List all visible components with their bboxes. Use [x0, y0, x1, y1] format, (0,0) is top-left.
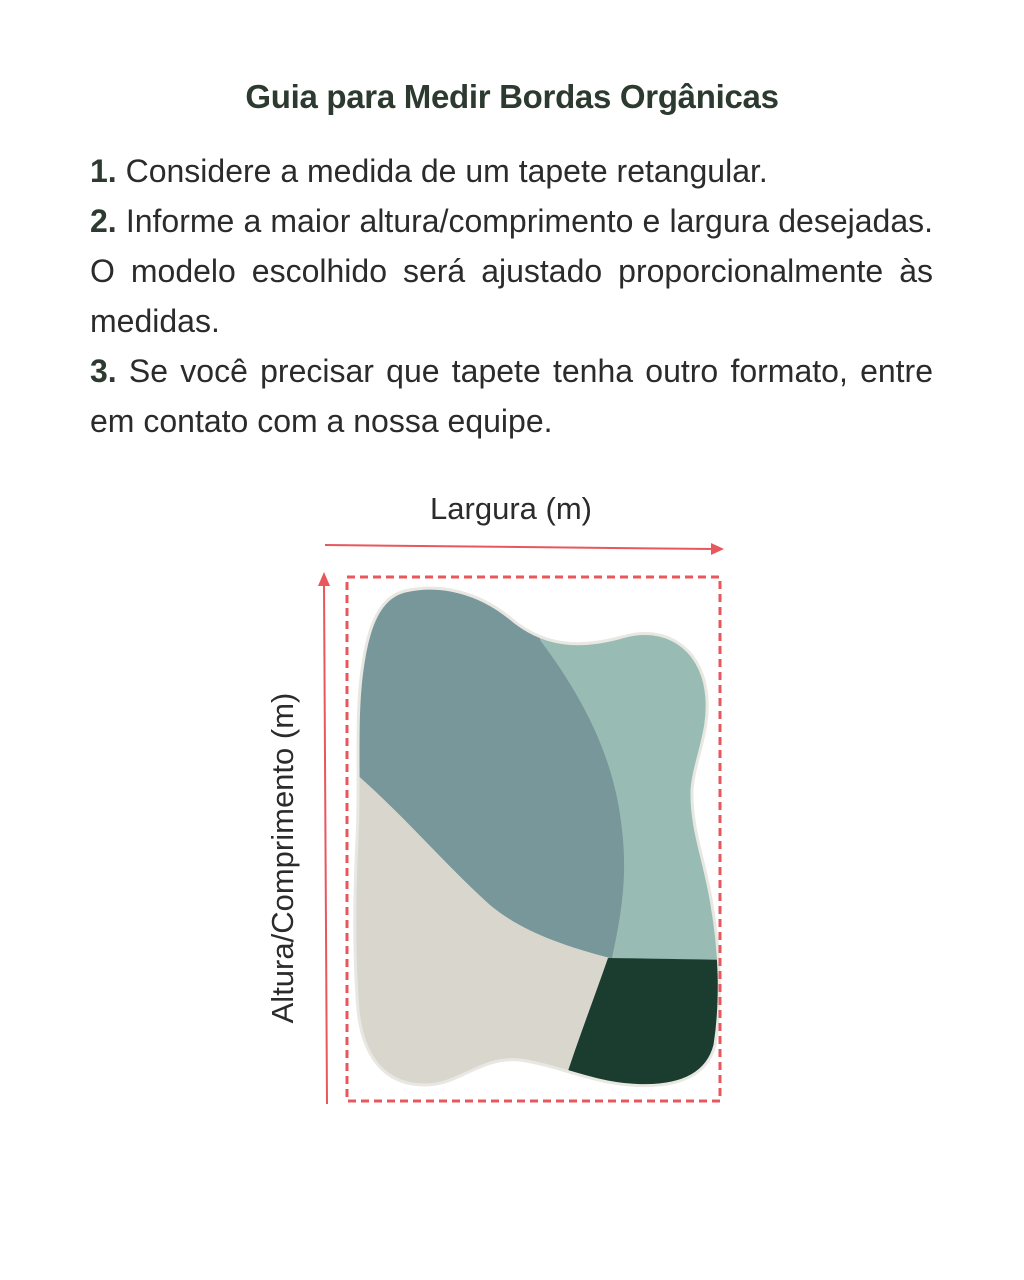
page-title: Guia para Medir Bordas Orgânicas: [245, 78, 779, 115]
width-arrow-head-icon: [711, 543, 724, 555]
step-text: Informe a maior altura/comprimento e largura desejadas. O modelo escolhido será ajustado proporcionalmente às medidas.: [90, 203, 933, 339]
height-arrow-head-icon: [318, 572, 330, 586]
height-label: Altura/Comprimento (m): [265, 692, 300, 1024]
step-text: Considere a medida de um tapete retangular.: [116, 153, 768, 189]
step-number: 3.: [90, 353, 117, 389]
step-number: 1.: [90, 153, 117, 189]
height-arrow-line: [324, 584, 327, 1104]
width-label: Largura (m): [430, 491, 592, 526]
organic-rug: [340, 570, 740, 1110]
width-arrow-line: [325, 545, 714, 549]
step-number: 2.: [90, 203, 117, 239]
step-text: Se você precisar que tapete tenha outro formato, entre em contato com a nossa equipe.: [90, 353, 933, 439]
